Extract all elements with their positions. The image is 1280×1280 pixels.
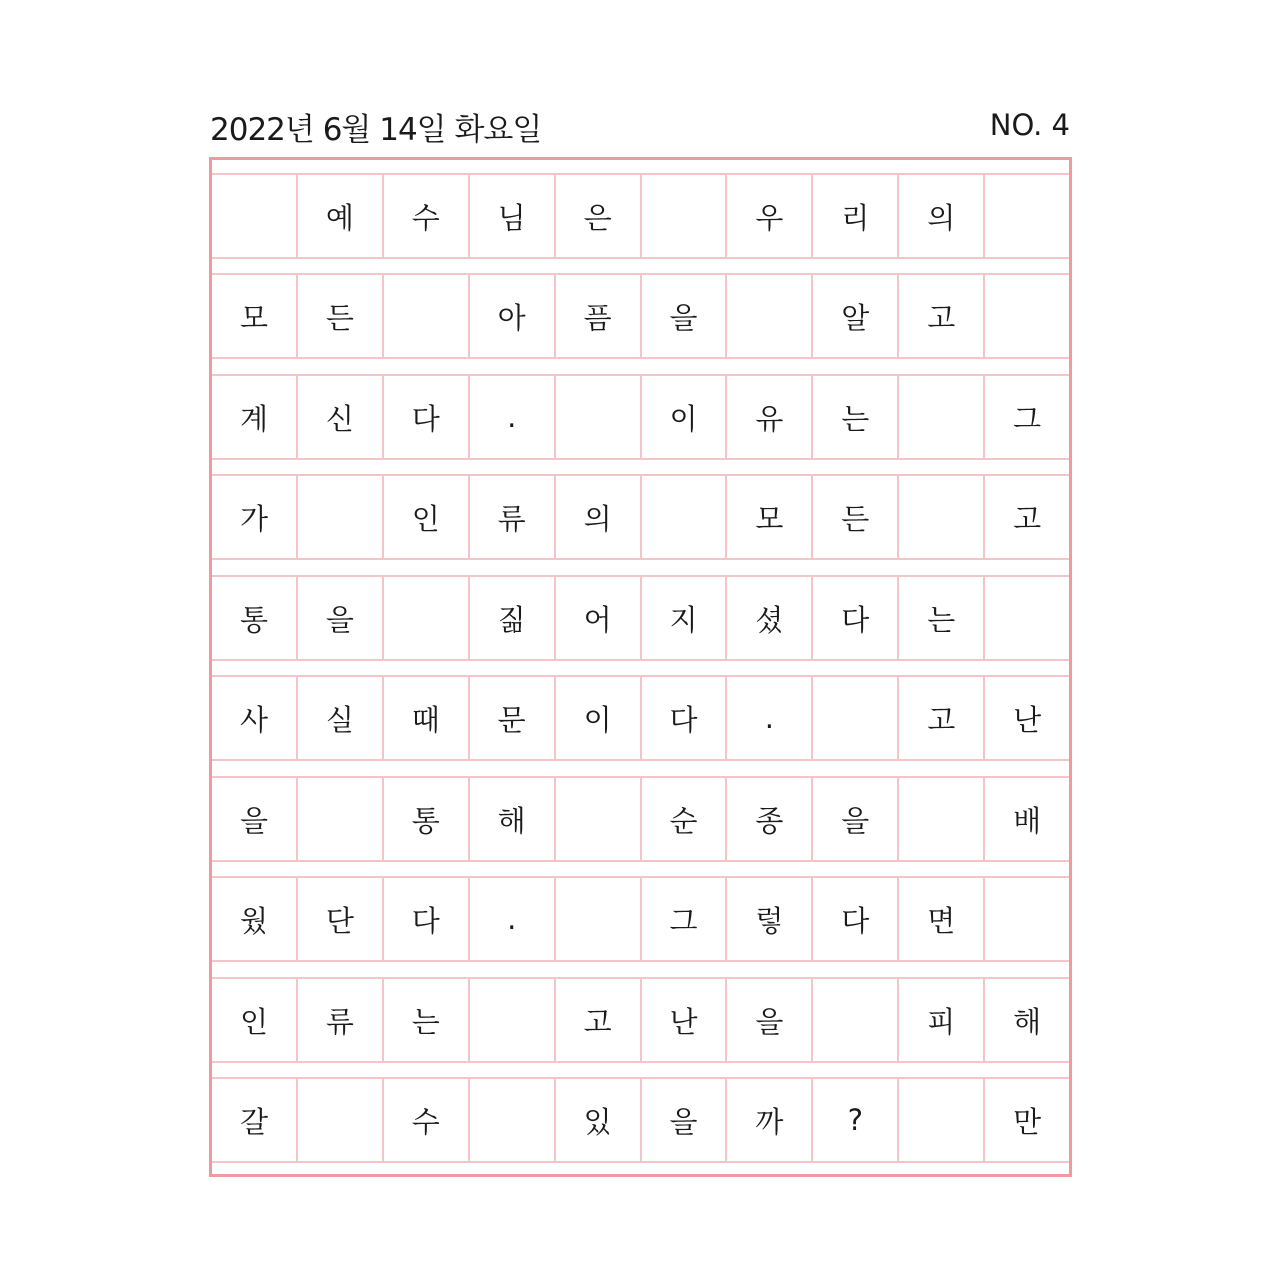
grid-cell: 다 [640, 677, 726, 759]
grid-cell [811, 979, 897, 1061]
grid-cell: 때 [382, 677, 468, 759]
grid-row [212, 876, 1069, 962]
grid-cell: . [468, 376, 554, 458]
grid-cell: 그 [983, 376, 1069, 458]
grid-cell: 갈 [239, 1104, 268, 1139]
grid-row [212, 977, 1069, 1063]
grid-cell [212, 175, 296, 257]
grid-cell [296, 778, 382, 860]
grid-cell [897, 1079, 983, 1161]
grid-cell: 리 [811, 175, 897, 257]
grid-row [212, 374, 1069, 460]
grid-cell: 해 [983, 979, 1069, 1061]
grid-cell: 수 [382, 175, 468, 257]
grid-cell: 모 [725, 476, 811, 558]
grid-cell [983, 275, 1069, 357]
grid-row [212, 474, 1069, 560]
grid-cell: 실 [296, 677, 382, 759]
page-number: NO. 4 [989, 108, 1070, 142]
grid-cell: 단 [296, 878, 382, 960]
grid-cell [296, 476, 382, 558]
grid-cell: 을 [640, 275, 726, 357]
grid-row [212, 273, 1069, 359]
grid-cell: 의 [897, 175, 983, 257]
grid-cell: 웠 [239, 903, 268, 938]
grid-cell: 을 [811, 778, 897, 860]
grid-cell [897, 476, 983, 558]
grid-cell: 고 [983, 476, 1069, 558]
grid-cell [811, 677, 897, 759]
grid-cell [468, 979, 554, 1061]
grid-row [212, 575, 1069, 661]
grid-cell: ? [811, 1079, 897, 1161]
grid-cell [554, 778, 640, 860]
grid-cell: 까 [725, 1079, 811, 1161]
grid-cell: 계 [239, 401, 268, 436]
grid-cell: 고 [554, 979, 640, 1061]
grid-cell: 만 [983, 1079, 1069, 1161]
grid-cell [897, 376, 983, 458]
grid-cell: 이 [554, 677, 640, 759]
grid-cell: 을 [640, 1079, 726, 1161]
grid-cell: 류 [296, 979, 382, 1061]
grid-cell: 난 [983, 677, 1069, 759]
manuscript-grid [209, 157, 1072, 1177]
grid-cell [983, 577, 1069, 659]
grid-cell [296, 1079, 382, 1161]
grid-cell: 짊 [468, 577, 554, 659]
grid-cell: 있 [554, 1079, 640, 1161]
date-heading: 2022년 6월 14일 화요일 [210, 112, 542, 148]
grid-cell: 는 [811, 376, 897, 458]
grid-cell [382, 577, 468, 659]
grid-cell: 는 [382, 979, 468, 1061]
grid-cell: 인 [239, 1004, 268, 1039]
grid-cell [554, 878, 640, 960]
grid-row [212, 173, 1069, 259]
grid-cell: 다 [811, 577, 897, 659]
grid-cell: 배 [983, 778, 1069, 860]
grid-cell: 문 [468, 677, 554, 759]
grid-cell: 수 [382, 1079, 468, 1161]
grid-cell: 을 [296, 577, 382, 659]
grid-cell: 알 [811, 275, 897, 357]
grid-cell: 은 [554, 175, 640, 257]
grid-cell: 난 [640, 979, 726, 1061]
grid-cell: 어 [554, 577, 640, 659]
grid-cell: 신 [296, 376, 382, 458]
grid-cell [983, 878, 1069, 960]
grid-cell: 피 [897, 979, 983, 1061]
grid-cell: 사 [239, 702, 268, 737]
grid-cell [640, 175, 726, 257]
grid-cell: 예 [296, 175, 382, 257]
grid-cell: 렇 [725, 878, 811, 960]
grid-row [212, 776, 1069, 862]
grid-cell: 가 [239, 501, 268, 536]
grid-cell: 다 [811, 878, 897, 960]
grid-cell: 든 [296, 275, 382, 357]
grid-cell: 유 [725, 376, 811, 458]
grid-cell [468, 1079, 554, 1161]
grid-cell: 해 [468, 778, 554, 860]
grid-cell: 통 [239, 602, 268, 637]
grid-cell: 통 [382, 778, 468, 860]
grid-cell [554, 376, 640, 458]
grid-cell: 다 [382, 878, 468, 960]
grid-cell: 고 [897, 677, 983, 759]
grid-cell: 고 [897, 275, 983, 357]
grid-cell: 인 [382, 476, 468, 558]
grid-cell [897, 778, 983, 860]
grid-cell [640, 476, 726, 558]
grid-cell [983, 175, 1069, 257]
grid-row [212, 1077, 1069, 1163]
grid-cell: 종 [725, 778, 811, 860]
grid-cell: 의 [554, 476, 640, 558]
grid-cell: 면 [897, 878, 983, 960]
grid-cell: 다 [382, 376, 468, 458]
grid-cell: 이 [640, 376, 726, 458]
grid-cell: 지 [640, 577, 726, 659]
grid-cell: 우 [725, 175, 811, 257]
grid-cell: 는 [897, 577, 983, 659]
grid-cell: 류 [468, 476, 554, 558]
grid-cell: 그 [640, 878, 726, 960]
grid-row [212, 675, 1069, 761]
grid-cell: 님 [468, 175, 554, 257]
grid-cell: 든 [811, 476, 897, 558]
grid-cell: 아 [468, 275, 554, 357]
grid-cell: . [725, 677, 811, 759]
grid-cell: 을 [239, 803, 268, 838]
grid-cell: 셨 [725, 577, 811, 659]
grid-cell: 을 [725, 979, 811, 1061]
grid-cell: 픔 [554, 275, 640, 357]
grid-cell: . [468, 878, 554, 960]
grid-cell [382, 275, 468, 357]
grid-cell [725, 275, 811, 357]
grid-cell: 순 [640, 778, 726, 860]
grid-cell: 모 [239, 300, 268, 335]
